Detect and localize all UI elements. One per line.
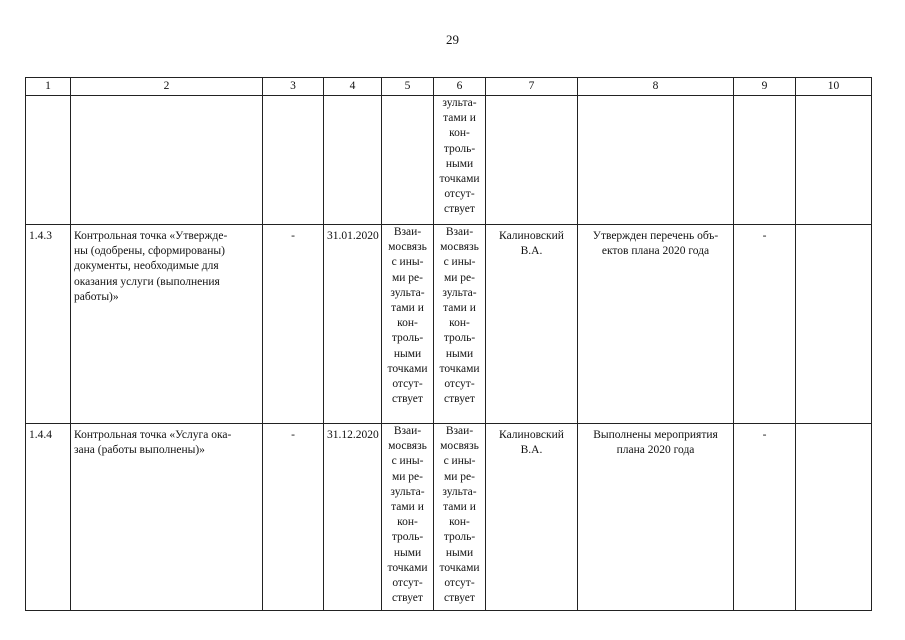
header-cell: 8 <box>578 78 734 96</box>
cell-result <box>578 96 734 225</box>
cell-number: 1.4.3 <box>26 225 71 424</box>
header-cell: 2 <box>71 78 263 96</box>
cell-col6: Взаи- мосвязь с ины- ми ре- зульта- тами и кон- троль- ными точками отсут- ствует <box>434 424 486 611</box>
cell-date <box>324 96 382 225</box>
cell-date: 31.01.2020 <box>324 225 382 424</box>
cell-col5 <box>382 96 434 225</box>
cell-col9 <box>734 96 796 225</box>
cell-col10 <box>796 424 872 611</box>
cell-result: Утвержден перечень объ- ектов плана 2020 года <box>578 225 734 424</box>
cell-col10 <box>796 225 872 424</box>
header-cell: 7 <box>486 78 578 96</box>
cell-number <box>26 96 71 225</box>
cell-col3: - <box>263 424 324 611</box>
cell-name: Контрольная точка «Утвержде- ны (одобрены, сформированы) документы, необходимые для оказания услуги (выполнения работы)» <box>71 225 263 424</box>
cell-col3: - <box>263 225 324 424</box>
header-cell: 1 <box>26 78 71 96</box>
header-cell: 10 <box>796 78 872 96</box>
table-row <box>26 424 872 611</box>
cell-date: 31.12.2020 <box>324 424 382 611</box>
table-row <box>26 96 872 225</box>
page-number: 29 <box>446 32 459 47</box>
table-row <box>26 225 872 424</box>
header-cell: 3 <box>263 78 324 96</box>
document-table <box>25 77 872 611</box>
cell-col10 <box>796 96 872 225</box>
cell-col5: Взаи- мосвязь с ины- ми ре- зульта- тами и кон- троль- ными точками отсут- ствует <box>382 225 434 424</box>
cell-col9: - <box>734 424 796 611</box>
cell-col6: Взаи- мосвязь с ины- ми ре- зульта- тами и кон- троль- ными точками отсут- ствует <box>434 225 486 424</box>
cell-responsible: Калиновский В.А. <box>486 225 578 424</box>
table-header-row <box>26 78 872 96</box>
cell-responsible: Калиновский В.А. <box>486 424 578 611</box>
cell-col9: - <box>734 225 796 424</box>
header-cell: 4 <box>324 78 382 96</box>
cell-name: Контрольная точка «Услуга ока- зана (работы выполнены)» <box>71 424 263 611</box>
cell-result: Выполнены мероприятия плана 2020 года <box>578 424 734 611</box>
cell-col3 <box>263 96 324 225</box>
header-cell: 9 <box>734 78 796 96</box>
cell-number: 1.4.4 <box>26 424 71 611</box>
cell-col6: зульта- тами и кон- троль- ными точками отсут- ствует <box>434 96 486 225</box>
cell-responsible <box>486 96 578 225</box>
header-cell: 6 <box>434 78 486 96</box>
cell-name <box>71 96 263 225</box>
header-cell: 5 <box>382 78 434 96</box>
cell-col5: Взаи- мосвязь с ины- ми ре- зульта- тами и кон- троль- ными точками отсут- ствует <box>382 424 434 611</box>
